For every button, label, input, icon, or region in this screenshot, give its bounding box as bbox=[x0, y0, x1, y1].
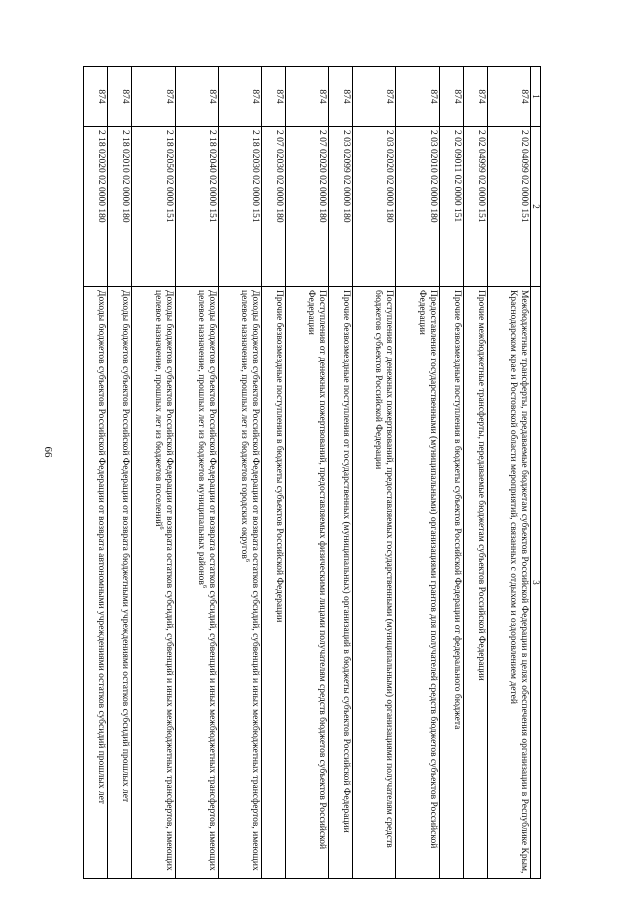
admin-code-cell: 874 bbox=[439, 67, 463, 127]
admin-code-cell: 874 bbox=[218, 67, 261, 127]
table-row bbox=[396, 67, 439, 879]
budget-code-cell: 2 18 02050 02 0000 151 bbox=[132, 127, 175, 287]
admin-code-cell: 874 bbox=[329, 67, 353, 127]
description-text: Прочие безвозмездные поступления от государственных (муниципальных) организаций в бюджеты субъектов Российской Федерации bbox=[341, 290, 352, 833]
footnote-marker: 6 bbox=[157, 526, 164, 530]
description-text: Предоставление государственными (муниципальными) организациями грантов для получателей средств бюджетов субъектов Российской Федерации bbox=[416, 290, 438, 849]
budget-code-cell: 2 18 02010 02 0000 180 bbox=[108, 127, 132, 287]
table-row bbox=[285, 67, 328, 879]
table-row bbox=[329, 67, 353, 879]
table-row bbox=[353, 67, 396, 879]
description-text: Поступления от денежных пожертвований, предоставляемых физическими лицами получателям средств бюджетов субъектов Российской Федерации bbox=[306, 290, 328, 850]
description-cell bbox=[439, 287, 463, 879]
description-text: Доходы бюджетов субъектов Российской Федерации от возврата остатков субсидий, субвенций и иных межбюджетных трансфертов, имеющих целевое назначение, прошлых лет из бюджетов муниципальных районов bbox=[195, 290, 217, 871]
description-text: Доходы бюджетов субъектов Российской Федерации от возврата остатков субсидий, субвенций и иных межбюджетных трансфертов, имеющих целевое назначение, прошлых лет из бюджетов городских округов bbox=[238, 290, 260, 871]
table-row bbox=[487, 67, 530, 879]
budget-code-cell: 2 03 02099 02 0000 180 bbox=[329, 127, 353, 287]
description-text: Прочие безвозмездные поступления в бюджеты субъектов Российской Федерации bbox=[273, 290, 284, 623]
budget-code-cell: 2 07 02020 02 0000 180 bbox=[285, 127, 328, 287]
admin-code-cell: 874 bbox=[353, 67, 396, 127]
budget-code-cell: 2 02 09011 02 0000 151 bbox=[439, 127, 463, 287]
admin-code-cell: 874 bbox=[175, 67, 218, 127]
header-col-3: 3 bbox=[531, 287, 541, 879]
table-row bbox=[463, 67, 487, 879]
description-cell bbox=[84, 287, 108, 879]
admin-code-cell: 874 bbox=[108, 67, 132, 127]
table-row bbox=[261, 67, 285, 879]
description-text: Межбюджетные трансферты, передаваемые бюджетам субъектов Российской Федерации в целях обеспечения организации в Республике Крым, Краснодарском крае и Ростовской области мероприятий, связанных с отдыхом и оздоровлением детей bbox=[508, 290, 529, 874]
table-row bbox=[132, 67, 175, 879]
rotated-table-container bbox=[83, 66, 541, 878]
page-number: 66 bbox=[42, 446, 54, 458]
budget-code-cell: 2 18 02040 02 0000 151 bbox=[175, 127, 218, 287]
table-header-row bbox=[531, 67, 541, 879]
income-codes-table bbox=[83, 66, 541, 879]
description-text: Прочие межбюджетные трансферты, передаваемые бюджетам субъектов Российской Федерации bbox=[475, 290, 486, 681]
admin-code-cell: 874 bbox=[487, 67, 530, 127]
description-text: Доходы бюджетов субъектов Российской Федерации от возврата автономными учреждениями остатков субсидий прошлых лет bbox=[96, 290, 107, 804]
description-cell bbox=[353, 287, 396, 879]
footnote-marker: 6 bbox=[243, 558, 250, 562]
budget-code-cell: 2 18 02020 02 0000 180 bbox=[84, 127, 108, 287]
budget-code-cell: 2 03 02010 02 0000 180 bbox=[396, 127, 439, 287]
description-cell bbox=[463, 287, 487, 879]
description-text: Доходы бюджетов субъектов Российской Федерации от возврата остатков субсидий, субвенций и иных межбюджетных трансфертов, имеющих целевое назначение, прошлых лет из бюджетов поселений bbox=[152, 290, 174, 871]
table-row bbox=[439, 67, 463, 879]
table-row bbox=[218, 67, 261, 879]
description-cell bbox=[218, 287, 261, 879]
footnote-marker: 6 bbox=[200, 584, 207, 588]
table-row bbox=[108, 67, 132, 879]
budget-code-cell: 2 02 04099 02 0000 151 bbox=[487, 127, 530, 287]
table-row bbox=[84, 67, 108, 879]
header-col-1: 1 bbox=[531, 67, 541, 127]
admin-code-cell: 874 bbox=[396, 67, 439, 127]
admin-code-cell: 874 bbox=[285, 67, 328, 127]
description-text: Поступления от денежных пожертвований, предоставляемых государственными (муниципальными) организациями получателям средств бюджетов субъектов Российской Федерации bbox=[373, 290, 395, 848]
description-text: Доходы бюджетов субъектов Российской Федерации от возврата бюджетными учреждениями остатков субсидий прошлых лет bbox=[120, 290, 131, 803]
admin-code-cell: 874 bbox=[132, 67, 175, 127]
admin-code-cell: 874 bbox=[84, 67, 108, 127]
budget-code-cell: 2 03 02020 02 0000 180 bbox=[353, 127, 396, 287]
admin-code-cell: 874 bbox=[463, 67, 487, 127]
description-cell bbox=[487, 287, 530, 879]
admin-code-cell: 874 bbox=[261, 67, 285, 127]
description-cell bbox=[132, 287, 175, 879]
description-cell bbox=[329, 287, 353, 879]
description-cell bbox=[108, 287, 132, 879]
budget-code-cell: 2 02 04999 02 0000 151 bbox=[463, 127, 487, 287]
description-cell bbox=[285, 287, 328, 879]
description-cell bbox=[261, 287, 285, 879]
budget-code-cell: 2 18 02030 02 0000 151 bbox=[218, 127, 261, 287]
budget-code-cell: 2 07 02030 02 0000 180 bbox=[261, 127, 285, 287]
description-cell bbox=[175, 287, 218, 879]
header-col-2: 2 bbox=[531, 127, 541, 287]
description-cell bbox=[396, 287, 439, 879]
description-text: Прочие безвозмездные поступления в бюджеты субъектов Российской Федерации от федерального бюджета bbox=[451, 290, 462, 730]
table-row bbox=[175, 67, 218, 879]
